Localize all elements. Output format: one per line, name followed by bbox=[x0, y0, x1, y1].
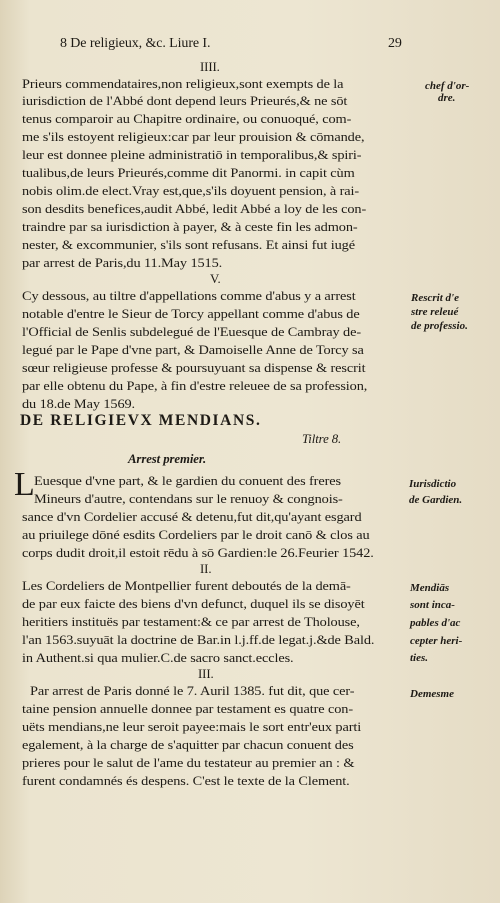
paragraph-line: Mineurs d'autre, contendans sur le renuoy & congnois- bbox=[34, 492, 343, 506]
margin-note: sont inca- bbox=[410, 599, 455, 611]
paragraph-line: leur est donnee pleine administratiō in temporalibus,& spiri- bbox=[22, 148, 362, 162]
chapter-tiltre: Tiltre 8. bbox=[302, 432, 342, 446]
paragraph-line: me s'ils estoyent religieux:car par leur prouision & cōmande, bbox=[22, 130, 365, 144]
paragraph-line: traindre par sa iurisdiction à payer, & à ceste fin les admon- bbox=[22, 220, 358, 234]
paragraph-line: au priuilege dōné esdits Cordeliers par le droit canō & clos au bbox=[22, 528, 370, 542]
margin-note: pables d'ac bbox=[410, 617, 461, 629]
margin-note: de Gardien. bbox=[409, 494, 463, 506]
page-number: 29 bbox=[388, 36, 402, 51]
paragraph-line: tenus comparoir au Chapitre ordinaire, ou conuoqué, com- bbox=[22, 112, 352, 126]
paragraph-line: nobis olim.de elect.Vray est,que,s'ils doyuent pension, à rai- bbox=[22, 184, 360, 198]
drop-cap: L bbox=[14, 466, 35, 503]
margin-note: de professio. bbox=[411, 320, 468, 332]
paragraph-line: Par arrest de Paris donné le 7. Auril 1385. fut dit, que cer- bbox=[30, 684, 355, 698]
paragraph-line: prieres pour le salut de l'ame du testateur au premier an : & bbox=[22, 756, 355, 770]
margin-note: chef d'or- bbox=[425, 80, 470, 92]
paragraph-line: de par eux faicte des biens d'vn defunct, duquel ils se disoyēt bbox=[22, 597, 365, 611]
margin-note: Mendiās bbox=[410, 582, 450, 594]
margin-note: Rescrit d'e bbox=[411, 292, 459, 304]
running-header: 8 De religieux, &c. Liure I. bbox=[60, 36, 211, 51]
section-heading-v: V. bbox=[210, 272, 221, 286]
paragraph-line: heritiers instituës par testament:& ce par arrest de Tholouse, bbox=[22, 615, 360, 629]
margin-note: Demesme bbox=[410, 688, 454, 700]
paragraph-line: legué par le Pape d'vne part, & Damoiselle Anne de Torcy sa bbox=[22, 343, 364, 357]
arrest-heading: Arrest premier. bbox=[128, 452, 207, 466]
paragraph-line: corps dudit droit,il estoit rēdu à sō Gardien:le 26.Feurier 1542. bbox=[22, 546, 374, 560]
paragraph-line: son desdits benefices,audit Abbé, ledit Abbé a loy de les con- bbox=[22, 202, 367, 216]
paragraph-line: par elle obtenu du Pape, à fin d'estre releuee de sa profession, bbox=[22, 379, 368, 393]
section-heading-ii: II. bbox=[200, 562, 212, 576]
paragraph-line: du 18.de May 1569. bbox=[22, 397, 136, 411]
paragraph-line: tualibus,de leurs Prieurés,comme dit Panormi. in capit cùm bbox=[22, 166, 355, 180]
section-heading-iii: III. bbox=[198, 667, 214, 681]
section-heading-iiii: IIII. bbox=[200, 60, 220, 74]
paragraph-line: in Authent.si qua mulier.C.de sacro sanct.eccles. bbox=[22, 651, 294, 665]
margin-note: stre releué bbox=[411, 306, 459, 318]
paragraph-line: taine pension annuelle donnee par testament es quatre con- bbox=[22, 702, 353, 716]
paragraph-line: sœur religieuse professe & poursuyuant sa dispense & rescrit bbox=[22, 361, 366, 375]
paragraph-line: sance d'vn Cordelier accusé & detenu,fut dit,qu'ayant esgard bbox=[22, 510, 362, 524]
paragraph-line: iurisdiction de l'Abbé dont depend leurs Prieurés,& ne sōt bbox=[22, 94, 348, 108]
paragraph-line: notable d'entre le Sieur de Torcy appellant comme d'abus de bbox=[22, 307, 360, 321]
chapter-title: DE RELIGIEVX MENDIANS. bbox=[20, 412, 262, 429]
paragraph-line: furent condamnés és despens. C'est le texte de la Clement. bbox=[22, 774, 350, 788]
paragraph-line: l'Official de Senlis subdelegué de l'Euesque de Cambray de- bbox=[22, 325, 361, 339]
paragraph-line: uëts mendians,ne leur seroit payee:mais le sort entr'eux parti bbox=[22, 720, 362, 734]
margin-note: cepter heri- bbox=[410, 635, 463, 647]
paragraph-line: Cy dessous, au tiltre d'appellations comme d'abus y a arrest bbox=[22, 289, 356, 303]
paragraph-line: l'an 1563.suyuāt la doctrine de Bar.in l.j.ff.de legat.j.&de Bald. bbox=[22, 633, 375, 647]
paragraph-line: Euesque d'vne part, & le gardien du conuent des freres bbox=[34, 474, 341, 488]
margin-note: Iurisdictio bbox=[409, 478, 457, 490]
paragraph-line: nester, & excommunier, s'ils sont refusans. Et ainsi fut iugé bbox=[22, 238, 355, 252]
paragraph-line: par arrest de Paris,du 11.May 1515. bbox=[22, 256, 223, 270]
paragraph-line: egalement, à la charge de s'aquitter par chacun conuent des bbox=[22, 738, 354, 752]
paragraph-line: Les Cordeliers de Montpellier furent deboutés de la demā- bbox=[22, 579, 351, 593]
margin-note: dre. bbox=[438, 92, 456, 104]
margin-note: ties. bbox=[410, 652, 429, 664]
paragraph-line: Prieurs commendataires,non religieux,sont exempts de la bbox=[22, 77, 344, 91]
